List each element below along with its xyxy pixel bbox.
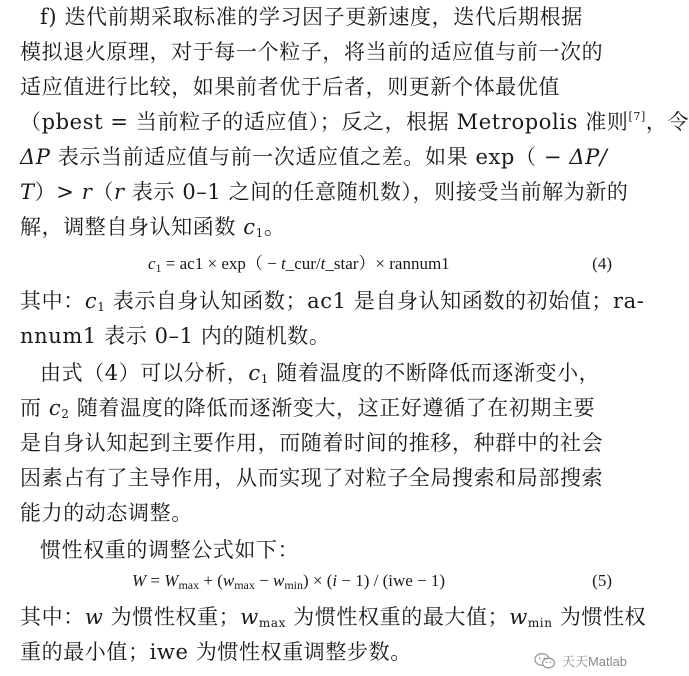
citation-ref: [7]	[628, 110, 646, 123]
p1-line-4: （pbest = 当前粒子的适应值）；反之，根据 Metropolis 准则[7]，令	[20, 110, 689, 134]
p4-line-1: 惯性权重的调整公式如下：	[40, 538, 300, 562]
p3-line-3: 是自身认知起到主要作用，而随着时间的推移，种群中的社会	[20, 431, 604, 455]
wechat-icon	[534, 652, 556, 670]
p1-line-2: 模拟退火原理，对于每一个粒子，将当前的适应值与前一次的	[20, 40, 604, 64]
p3-line-1: 由式（4）可以分析，$c_1$ 随着温度的不断降低而逐渐变小，	[40, 361, 601, 386]
p2-line-2: nnum1 表示 0–1 内的随机数。	[20, 324, 331, 348]
p1-line-5: ΔP 表示当前适应值与前一次适应值之差。如果 exp（ − ΔP/	[20, 145, 608, 169]
p1-line-6: T）> r（r 表示 0–1 之间的任意随机数），则接受当前解为新的	[20, 180, 629, 204]
watermark-text: 天天Matlab	[561, 654, 627, 669]
p1-line-3: 适应值进行比较，如果前者优于后者，则更新个体最优值	[20, 75, 560, 99]
p3-line-4: 因素占有了主导作用，从而实现了对粒子全局搜索和局部搜索	[20, 466, 604, 490]
equation-5-number: (5)	[592, 571, 612, 590]
equation-4-expression: $c_1 = ac1 \times \exp$（ − t_cur/t_star）× rannum1	[148, 254, 450, 275]
equation-5	[20, 566, 616, 596]
p5-line-1: 其中：w 为惯性权重；$w_{max}$ 为惯性权重的最大值；$w_{min}$ 为惯性权	[20, 605, 647, 630]
p5-line-2: 重的最小值；iwe 为惯性权重调整步数。	[20, 640, 412, 664]
p1-line-7: 解，调整自身认知函数 $c_1$。	[20, 215, 286, 240]
p3-line-5: 能力的动态调整。	[20, 501, 193, 525]
equation-4	[20, 249, 616, 279]
p3-line-2: 而 $c_2$ 随着温度的降低而逐渐变大，这正好遵循了在初期主要	[20, 396, 596, 421]
p1-line-1: f) 迭代前期采取标准的学习因子更新速度，迭代后期根据	[40, 5, 583, 29]
p2-line-1: 其中：$c_1$ 表示自身认知函数；ac1 是自身认知函数的初始值；ra-	[20, 289, 645, 314]
watermark	[534, 651, 627, 670]
equation-4-number: (4)	[592, 254, 612, 273]
equation-5-expression: $W = W_{max} + (w_{max} - w_{min}) \times (i - 1) / (iwe - 1)$	[132, 571, 446, 592]
